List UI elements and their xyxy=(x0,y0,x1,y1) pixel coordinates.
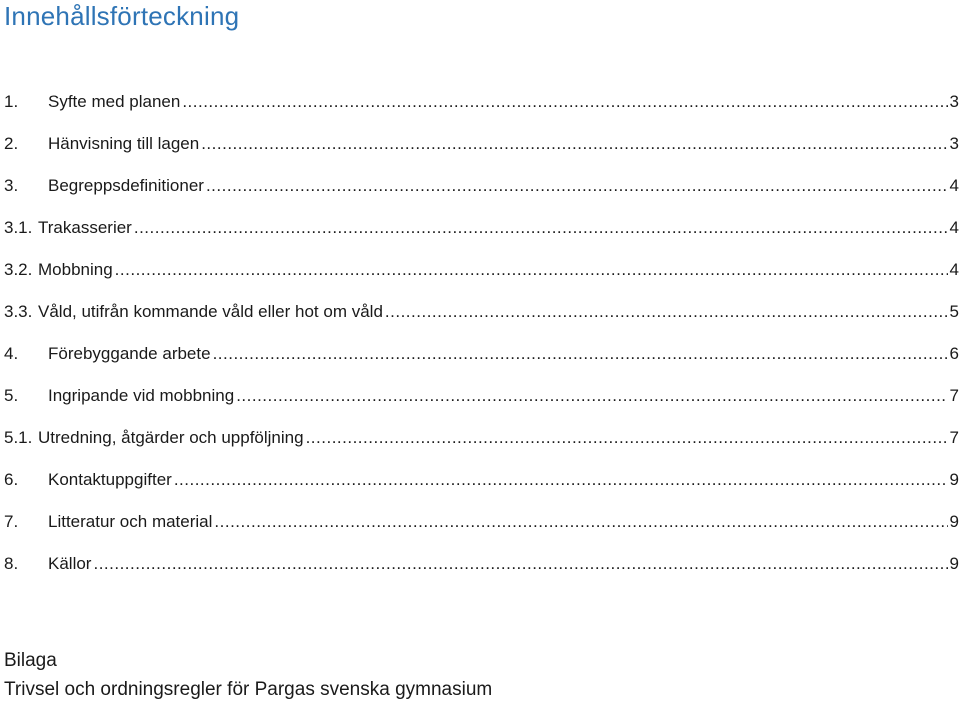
toc-entry-page: 3 xyxy=(949,134,959,153)
toc-entry-number: 1. xyxy=(4,92,19,111)
toc-entry-number: 4. xyxy=(4,344,19,363)
appendix-text: Trivsel och ordningsregler för Pargas svenska gymnasium xyxy=(4,679,493,700)
toc-dot-leader xyxy=(115,258,948,282)
toc-entry[interactable] xyxy=(4,90,960,132)
toc-entry-label: Mobbning xyxy=(38,260,113,279)
toc-entry-page: 6 xyxy=(949,344,959,363)
toc-entry-label: Ingripande vid mobbning xyxy=(48,386,235,405)
toc-entry-page: 7 xyxy=(949,386,959,405)
toc-entry-page: 5 xyxy=(949,302,959,321)
table-of-contents xyxy=(4,90,960,594)
toc-entry[interactable] xyxy=(4,426,960,468)
toc-entry-label: Litteratur och material xyxy=(48,512,213,531)
toc-entry[interactable] xyxy=(4,552,960,594)
toc-dot-leader xyxy=(306,426,948,450)
toc-entry-number: 5. xyxy=(4,386,19,405)
toc-entry-page: 9 xyxy=(949,470,959,489)
toc-entry-page: 4 xyxy=(949,176,959,195)
toc-entry[interactable] xyxy=(4,132,960,174)
toc-entry-label: Våld, utifrån kommande våld eller hot om våld xyxy=(38,302,383,321)
toc-entry-label: Hänvisning till lagen xyxy=(48,134,200,153)
toc-entry-page: 7 xyxy=(949,428,959,447)
toc-dot-leader xyxy=(213,342,948,366)
toc-entry-number: 2. xyxy=(4,134,19,153)
toc-entry-number: 3.3. xyxy=(4,302,33,321)
toc-dot-leader xyxy=(93,552,947,576)
toc-entry-label: Källor xyxy=(48,554,92,573)
toc-dot-leader xyxy=(134,216,948,240)
toc-entry-number: 3.1. xyxy=(4,218,33,237)
toc-dot-leader xyxy=(206,174,948,198)
toc-entry-number: 6. xyxy=(4,470,19,489)
toc-entry-number: 8. xyxy=(4,554,19,573)
toc-entry-page: 3 xyxy=(949,92,959,111)
toc-entry-page: 4 xyxy=(949,218,959,237)
toc-entry-label: Syfte med planen xyxy=(48,92,181,111)
toc-entry[interactable] xyxy=(4,300,960,342)
toc-entry-label: Förebyggande arbete xyxy=(48,344,211,363)
page-title: Innehållsförteckning xyxy=(4,1,240,31)
toc-dot-leader xyxy=(214,510,947,534)
toc-entry-page: 9 xyxy=(949,512,959,531)
toc-entry[interactable] xyxy=(4,258,960,300)
toc-entry[interactable] xyxy=(4,174,960,216)
toc-entry[interactable] xyxy=(4,468,960,510)
toc-entry-number: 7. xyxy=(4,512,19,531)
toc-dot-leader xyxy=(201,132,947,156)
toc-dot-leader xyxy=(385,300,948,324)
toc-entry-number: 3.2. xyxy=(4,260,33,279)
toc-entry-number: 5.1. xyxy=(4,428,33,447)
toc-dot-leader xyxy=(182,90,947,114)
toc-entry[interactable] xyxy=(4,342,960,384)
toc-entry[interactable] xyxy=(4,510,960,552)
toc-dot-leader xyxy=(236,384,947,408)
toc-dot-leader xyxy=(174,468,948,492)
toc-entry[interactable] xyxy=(4,384,960,426)
appendix-title: Bilaga xyxy=(4,650,57,671)
toc-entry[interactable] xyxy=(4,216,960,258)
toc-entry-page: 9 xyxy=(949,554,959,573)
appendix-section xyxy=(4,648,492,706)
toc-entry-label: Utredning, åtgärder och uppföljning xyxy=(38,428,304,447)
toc-entry-label: Trakasserier xyxy=(38,218,132,237)
toc-entry-label: Kontaktuppgifter xyxy=(48,470,172,489)
toc-entry-page: 4 xyxy=(949,260,959,279)
toc-entry-label: Begreppsdefinitioner xyxy=(48,176,204,195)
toc-entry-number: 3. xyxy=(4,176,19,195)
